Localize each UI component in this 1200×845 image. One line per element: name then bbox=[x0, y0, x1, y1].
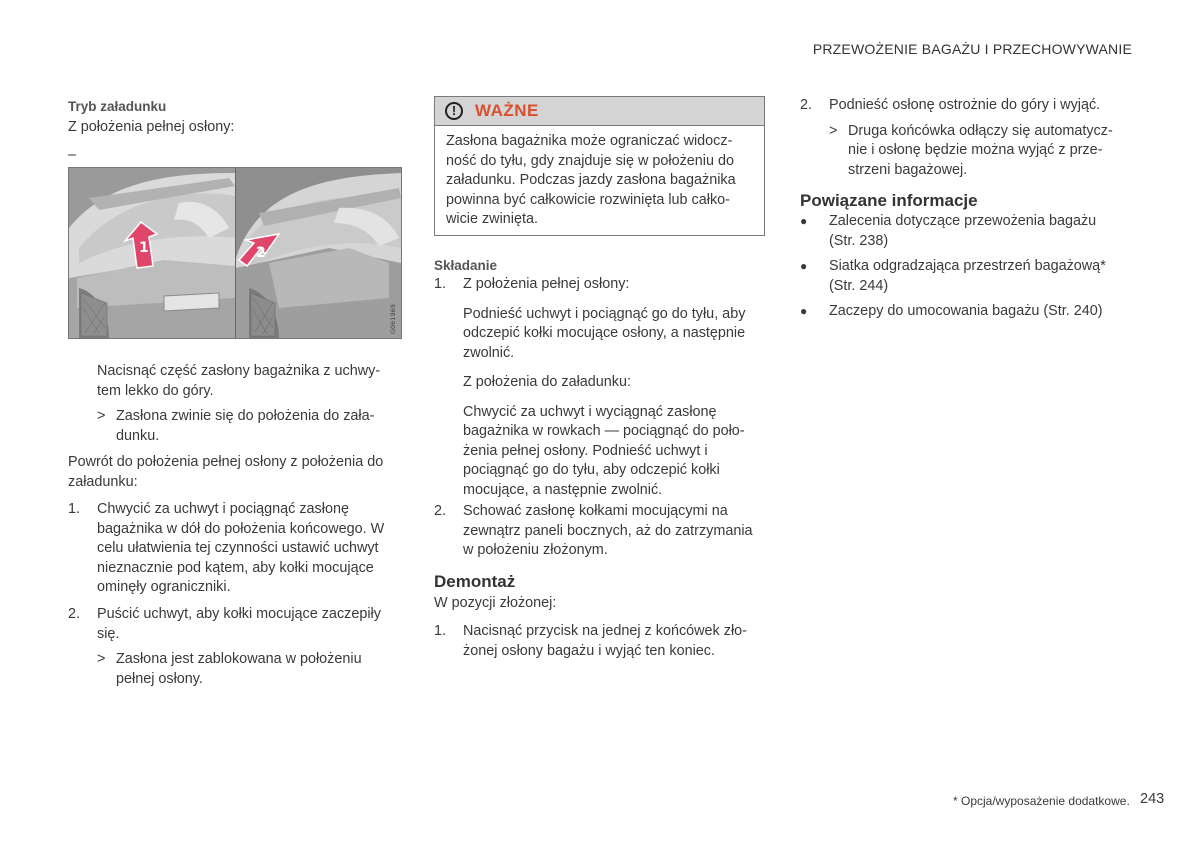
figure-code: G061969 bbox=[389, 304, 397, 334]
return-result bbox=[97, 650, 408, 689]
related-link-text[interactable]: Siatka odgradzająca przestrzeń bagażową* bbox=[829, 258, 1106, 274]
notice-title: WAŻNE bbox=[475, 101, 539, 121]
related-link-text[interactable]: Zalecenia dotyczące przewożenia bagażu bbox=[829, 213, 1097, 229]
dash-marker: – bbox=[68, 147, 77, 163]
step-line: nieznacznie pod kątem, aby kołki mocujące bbox=[97, 559, 374, 576]
related-item[interactable] bbox=[800, 257, 1140, 296]
result-marker: > bbox=[829, 122, 838, 139]
step-line: Nacisnąć przycisk na jednej z końcówek zło- bbox=[463, 623, 747, 639]
result-line: dunku. bbox=[116, 427, 160, 444]
loading-mode-subheading: Tryb załadunku bbox=[68, 99, 167, 114]
step-line: żenia pełnej osłony. Podnieść uchwyt i bbox=[463, 442, 708, 459]
loading-result bbox=[68, 407, 408, 446]
bullet-icon: ● bbox=[800, 214, 808, 228]
return-intro bbox=[68, 453, 408, 492]
related-link-text[interactable]: Zaczepy do umocowania bagażu (Str. 240) bbox=[829, 303, 1103, 319]
return-step-1 bbox=[68, 500, 408, 598]
trunk-illustration bbox=[69, 168, 401, 338]
folding-step-2 bbox=[434, 502, 774, 561]
step-line: Chwycić za uchwyt i pociągnąć zasłonę bbox=[97, 501, 349, 517]
step-number: 2. bbox=[800, 97, 813, 113]
step-line: tem lekko do góry. bbox=[97, 382, 214, 399]
notice-body bbox=[435, 126, 764, 230]
step-number: 2. bbox=[434, 503, 447, 519]
notice-line: powinna być całkowicie rozwinięta lub całko- bbox=[446, 191, 730, 208]
result-marker: > bbox=[97, 651, 106, 667]
bullet-icon: ● bbox=[800, 259, 808, 273]
step-line: zewnątrz paneli bocznych, aż do zatrzymania bbox=[463, 522, 753, 539]
exclamation-icon: ! bbox=[445, 102, 463, 120]
removal-result bbox=[829, 122, 1140, 181]
notice-line: załadunku. Podczas jazdy zasłona bagażnika bbox=[446, 172, 736, 188]
result-line: pełnej osłony. bbox=[116, 670, 203, 687]
step-number: 1. bbox=[434, 276, 447, 292]
folding-paragraph bbox=[463, 403, 774, 501]
step-line: mocujące, a następnie zwolnić. bbox=[463, 481, 663, 498]
notice-line: ność do tyłu, gdy znajduje się w położeniu do bbox=[446, 152, 734, 169]
notice-line: wicie zwinięta. bbox=[446, 211, 538, 227]
step-number: 1. bbox=[434, 623, 447, 639]
loading-step bbox=[68, 362, 408, 446]
step-line: Podnieść osłonę ostrożnie do góry i wyjąć. bbox=[829, 97, 1101, 113]
footnote: * Opcja/wyposażenie dodatkowe. bbox=[953, 794, 1130, 808]
important-notice bbox=[434, 96, 765, 236]
related-link-page[interactable]: (Str. 238) bbox=[829, 232, 889, 249]
step-number: 2. bbox=[68, 606, 81, 622]
step-line: Puścić uchwyt, aby kołki mocujące zaczepiły bbox=[97, 606, 381, 622]
page-number: 243 bbox=[1140, 791, 1165, 807]
result-line: Druga końcówka odłączy się automatycz- bbox=[848, 122, 1113, 139]
loading-mode-intro: Z położenia pełnej osłony: bbox=[68, 119, 235, 135]
return-line: załadunku: bbox=[68, 473, 138, 490]
related-link-page[interactable]: (Str. 244) bbox=[829, 277, 889, 294]
arrow-1-label: 1 bbox=[139, 240, 149, 256]
related-item[interactable] bbox=[800, 212, 1140, 251]
step-number: 1. bbox=[68, 501, 81, 517]
removal-step-2 bbox=[800, 96, 1140, 180]
notice-line: Zasłona bagażnika może ograniczać widocz- bbox=[446, 133, 733, 149]
step-line: w położeniu złożonym. bbox=[463, 542, 608, 558]
result-line: strzeni bagażowej. bbox=[848, 161, 968, 178]
return-line: Powrót do położenia pełnej osłony z położenia do bbox=[68, 454, 384, 470]
result-line: Zasłona zwinie się do położenia do zała- bbox=[116, 408, 375, 424]
step-line: Chwycić za uchwyt i wyciągnąć zasłonę bbox=[463, 403, 717, 420]
step-line: celu ułatwienia tej czynności ustawić uchwyt bbox=[97, 540, 379, 556]
result-marker: > bbox=[97, 408, 106, 424]
step-line: Z położenia pełnej osłony: bbox=[463, 276, 630, 292]
step-line: ominęły ograniczniki. bbox=[97, 579, 231, 595]
related-item[interactable] bbox=[800, 302, 1140, 322]
folding-paragraph bbox=[463, 305, 774, 364]
removal-intro: W pozycji złożonej: bbox=[434, 595, 557, 611]
notice-header bbox=[435, 97, 764, 126]
step-line: bagażnika w rowkach — pociągnąć do poło- bbox=[463, 423, 745, 439]
result-line: nie i osłonę będzie można wyjąć z prze- bbox=[848, 142, 1103, 158]
return-step-2 bbox=[68, 605, 408, 689]
step-line: zwolnić. bbox=[463, 344, 515, 361]
step-line: Nacisnąć część zasłony bagażnika z uchwy- bbox=[97, 363, 381, 379]
folding-step-1 bbox=[434, 275, 774, 500]
running-header: PRZEWOŻENIE BAGAŻU I PRZECHOWYWANIE bbox=[812, 41, 1132, 57]
step-line: bagażnika w dół do położenia końcowego. W bbox=[97, 520, 385, 537]
step-line: Schować zasłonę kołkami mocującymi na bbox=[463, 503, 728, 519]
step-line: odczepić kołki mocujące osłony, a następnie bbox=[463, 325, 746, 341]
removal-step-1 bbox=[434, 622, 774, 661]
step-line: Z położenia do załadunku: bbox=[463, 374, 632, 390]
related-info-heading: Powiązane informacje bbox=[800, 191, 978, 210]
removal-heading: Demontaż bbox=[434, 572, 516, 591]
load-cover-illustration bbox=[68, 167, 402, 339]
folding-paragraph bbox=[463, 373, 774, 393]
step-line: żonej osłony bagażu i wyjąć ten koniec. bbox=[463, 642, 715, 659]
folding-subheading: Składanie bbox=[434, 258, 498, 273]
step-line: Podnieść uchwyt i pociągnąć go do tyłu, aby bbox=[463, 305, 746, 322]
arrow-2-label: 2 bbox=[256, 245, 266, 261]
bullet-icon: ● bbox=[800, 304, 808, 318]
result-line: Zasłona jest zablokowana w położeniu bbox=[116, 651, 362, 667]
step-line: pociągnąć go do tyłu, aby odczepić kołki bbox=[463, 462, 720, 478]
step-line: się. bbox=[97, 625, 120, 642]
